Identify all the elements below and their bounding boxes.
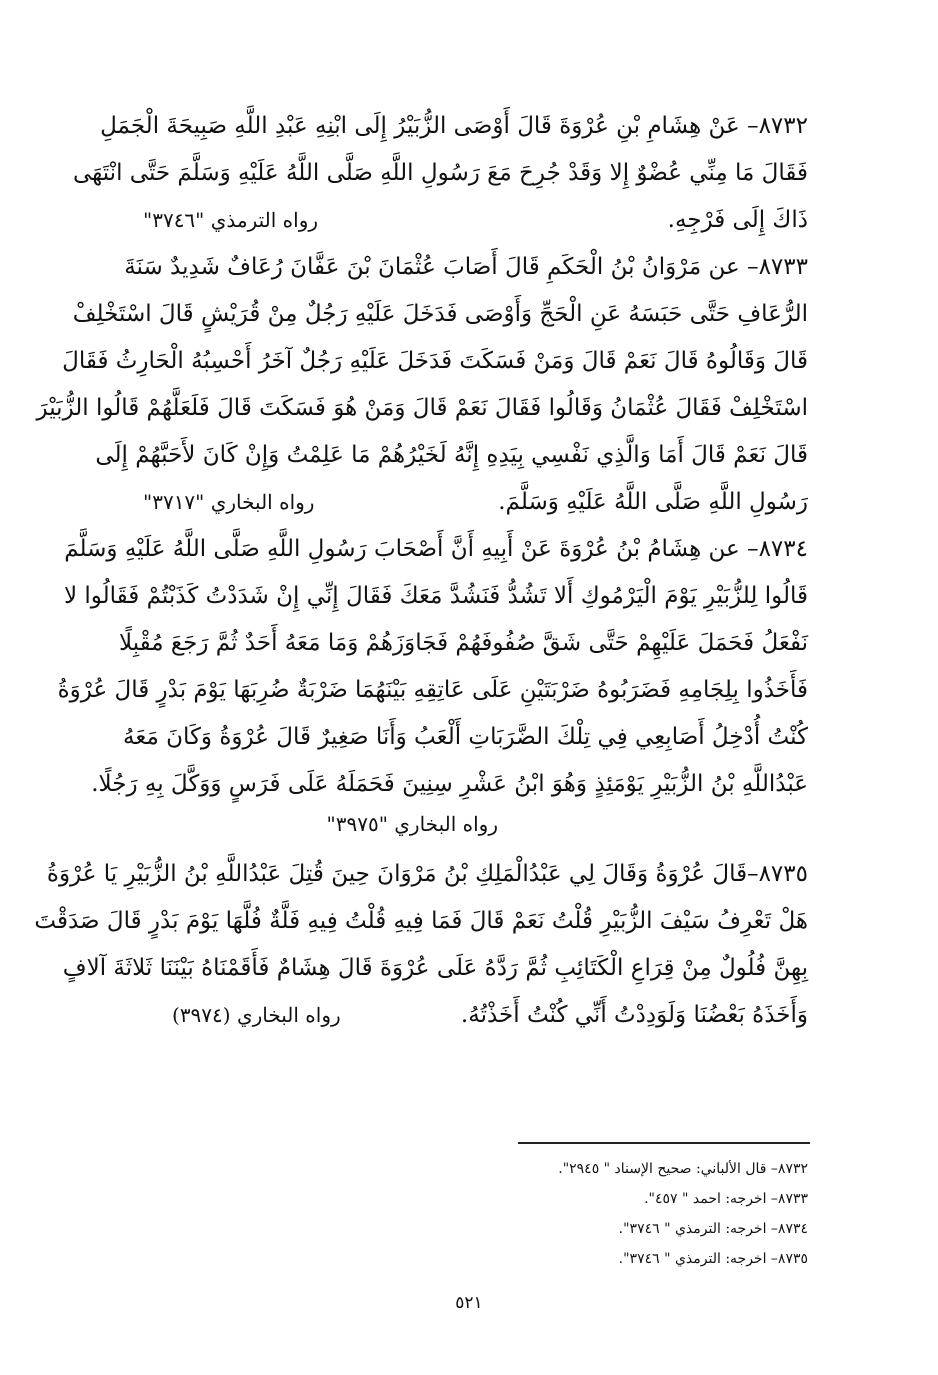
- hadith-8732-line-2: فَقَالَ مَا مِنِّي عُضْوٌ إِلا وَقَدْ جُرِحَ مَعَ رَسُولِ اللَّهِ صَلَّى اللَّهُ عَلَيْهِ وَسَلَّمَ حَتَّى انْتَهَى: [72, 160, 808, 186]
- hadith-8734-line-1: ٨٧٣٤– عن هِشَامُ بْنُ عُرْوَةَ عَنْ أَبِيهِ أَنَّ أَصْحَابَ رَسُولِ اللَّهِ صَلَّى اللَّهُ عَلَيْهِ وَسَلَّمَ: [64, 536, 808, 562]
- hadith-8733-line-6: رَسُولِ اللَّهِ صَلَّى اللَّهُ عَلَيْهِ وَسَلَّمَ.: [498, 489, 808, 515]
- footnote-8733: ٨٧٣٣– اخرجه: احمد " ٤٥٧".: [644, 1191, 808, 1207]
- hadith-8734-line-3: نَفْعَلُ فَحَمَلَ عَلَيْهِمْ حَتَّى شَقَّ صُفُوفَهُمْ فَجَاوَزَهُمْ وَمَا مَعَهُ أَحَدٌ ثُمَّ رَجَعَ مُقْبِلًا: [118, 630, 808, 656]
- footnote-divider: [518, 1142, 810, 1144]
- hadith-8734-line-6: عَبْدُاللَّهِ بْنُ الزُّبَيْرِ يَوْمَئِذٍ وَهُوَ ابْنُ عَشْرِ سِنِينَ فَحَمَلَهُ عَلَى فَرَسٍ وَوَكَّلَ بِهِ رَجُلًا.: [91, 771, 808, 797]
- hadith-8735-line-1: ٨٧٣٥–قَالَ عُرْوَةُ وَقَالَ لِي عَبْدُالْمَلِكِ بْنُ مَرْوَانَ حِينَ قُتِلَ عَبْدُاللَّهِ بْنُ الزُّبَيْرِ يَا عُرْوَةُ: [46, 861, 808, 887]
- hadith-8733-line-4: اسْتَخْلِفْ فَقَالَ عُثْمَانُ وَقَالُوا فَقَالَ نَعَمْ قَالَ وَمَنْ هُوَ فَسَكَتَ قَالَ فَلَعَلَّهُمْ قَالُوا الزُّبَيْرَ: [36, 395, 808, 421]
- hadith-8734-source: رواه البخاري "٣٩٧٥": [326, 812, 498, 836]
- hadith-8733-line-2: الرُّعَافِ حَتَّى حَبَسَهُ عَنِ الْحَجِّ وَأَوْصَى فَدَخَلَ عَلَيْهِ رَجُلٌ مِنْ قُرَيْشٍ قَالَ اسْتَخْلِفْ: [72, 301, 808, 327]
- hadith-8733-source: رواه البخاري "٣٧١٧": [143, 490, 315, 514]
- footnote-8732: ٨٧٣٢– قال الألباني: صحيح الإسناد " ٢٩٤٥".: [558, 1161, 808, 1177]
- hadith-8732-source: رواه الترمذي "٣٧٤٦": [143, 208, 319, 232]
- hadith-8734-line-2: قَالُوا لِلزُّبَيْرِ يَوْمَ الْيَرْمُوكِ أَلا تَشُدُّ فَنَشُدَّ مَعَكَ فَقَالَ إِنِّي إِنْ شَدَدْتُ كَذَبْتُمْ فَقَالُوا لا: [63, 583, 808, 609]
- hadith-8733-line-1: ٨٧٣٣– عن مَرْوَانُ بْنُ الْحَكَمِ قَالَ أَصَابَ عُثْمَانَ بْنَ عَفَّانَ رُعَافٌ شَدِيدٌ سَنَةَ: [124, 254, 808, 280]
- hadith-8734-line-5: كُنْتُ أُدْخِلُ أَصَابِعِي فِي تِلْكَ الضَّرَبَاتِ أَلْعَبُ وَأَنَا صَغِيرٌ قَالَ عُرْوَةُ وَكَانَ مَعَهُ: [123, 724, 808, 750]
- hadith-8734-line-4: فَأَخَذُوا بِلِجَامِهِ فَضَرَبُوهُ ضَرْبَتَيْنِ عَلَى عَاتِقِهِ بَيْنَهُمَا ضَرْبَةٌ ضُرِبَهَا يَوْمَ بَدْرٍ قَالَ عُرْوَةُ: [57, 677, 808, 703]
- footnote-8735: ٨٧٣٥– اخرجه: الترمذي " ٣٧٤٦".: [618, 1251, 808, 1267]
- page-number: ٥٢١: [455, 1293, 483, 1313]
- hadith-8735-line-4: وَأَخَذَهُ بَعْضُنَا وَلَوَدِدْتُ أَنِّي كُنْتُ أَخَذْتُهُ.: [460, 1002, 808, 1028]
- hadith-8735-source: رواه البخاري (٣٩٧٤): [172, 1003, 341, 1027]
- hadith-8733-line-3: قَالَ وَقَالُوهُ قَالَ نَعَمْ قَالَ وَمَنْ فَسَكَتَ فَدَخَلَ عَلَيْهِ رَجُلٌ آخَرُ أَحْسِبُهُ الْحَارِثُ فَقَالَ: [62, 348, 808, 374]
- hadith-8732-line-3: ذَاكَ إِلَى فَرْجِهِ.: [667, 207, 808, 233]
- hadith-8733-line-5: قَالَ نَعَمْ قَالَ أَمَا وَالَّذِي نَفْسِي بِيَدِهِ إِنَّهُ لَخَيْرُهُمْ مَا عَلِمْتُ وَإِنْ كَانَ لأَحَبَّهُمْ إِلَى: [95, 442, 808, 468]
- hadith-8732-line-1: ٨٧٣٢– عَنْ هِشَامِ بْنِ عُرْوَةَ قَالَ أَوْصَى الزُّبَيْرُ إِلَى ابْنِهِ عَبْدِ اللَّهِ صَبِيحَةَ الْجَمَلِ: [100, 113, 808, 139]
- hadith-8735-line-3: بِهِنَّ فُلُولٌ مِنْ قِرَاعِ الْكَتَائِبِ ثُمَّ رَدَّهُ عَلَى عُرْوَةَ قَالَ هِشَامٌ فَأَقَمْنَاهُ بَيْنَنَا ثَلاثَةَ آلافٍ: [62, 955, 808, 981]
- footnote-8734: ٨٧٣٤– اخرجه: الترمذي " ٣٧٤٦".: [618, 1221, 808, 1237]
- hadith-8735-line-2: هَلْ تَعْرِفُ سَيْفَ الزُّبَيْرِ قُلْتُ نَعَمْ قَالَ فَمَا فِيهِ قُلْتُ فِيهِ فَلَّةٌ فُلَّهَا يَوْمَ بَدْرٍ قَالَ صَدَقْتَ: [34, 908, 808, 934]
